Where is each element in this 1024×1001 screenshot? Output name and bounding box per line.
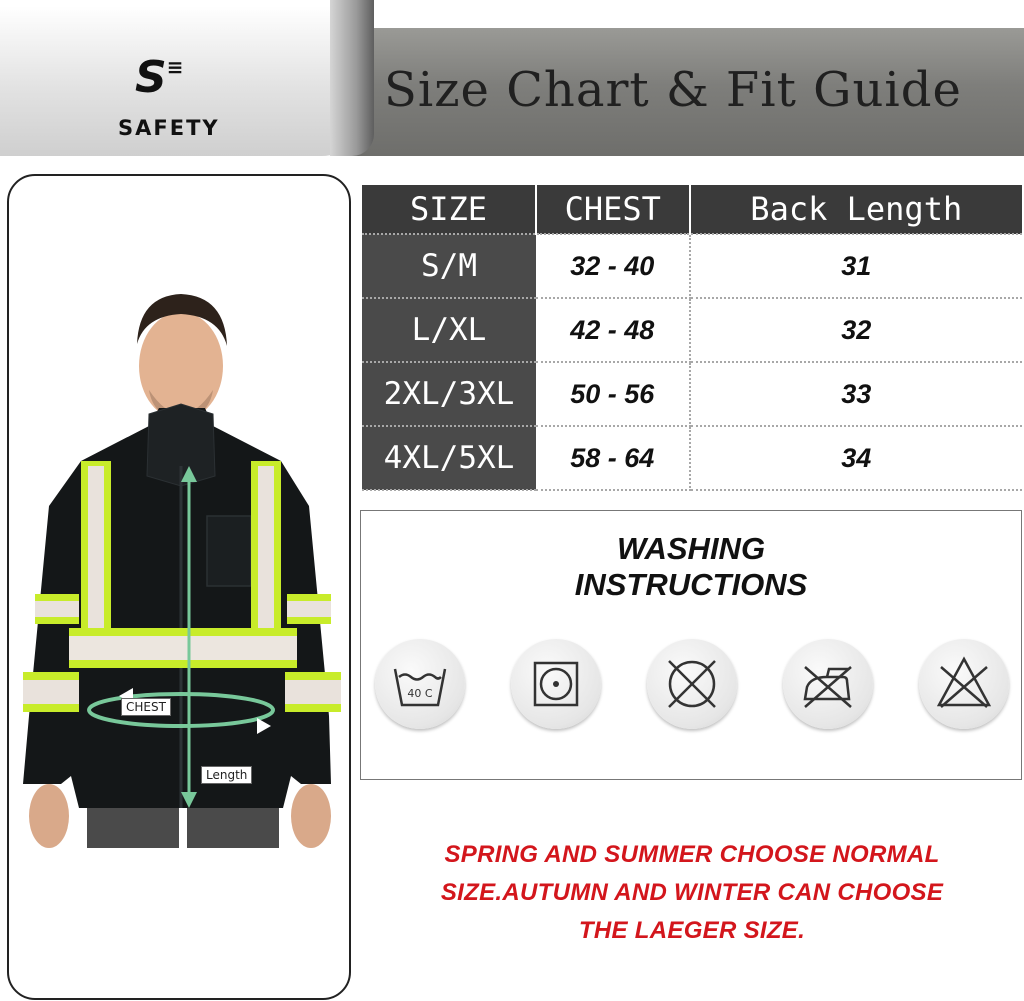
wash-40c-icon <box>375 639 465 729</box>
washing-title <box>361 531 1021 603</box>
column-header-back-length: Back Length <box>690 185 1022 234</box>
brand-logo-icon <box>135 52 184 103</box>
table-row <box>362 234 1022 298</box>
wash-temperature-label: 40 C <box>407 687 433 700</box>
table-header-row <box>362 185 1022 234</box>
column-header-chest: CHEST <box>536 185 690 234</box>
chest-cell: 42 - 48 <box>536 298 690 362</box>
size-cell: S/M <box>362 234 536 298</box>
washing-title-line2: INSTRUCTIONS <box>574 567 808 602</box>
size-cell: L/XL <box>362 298 536 362</box>
chest-cell: 50 - 56 <box>536 362 690 426</box>
season-size-note <box>378 836 1006 950</box>
length-label: Length <box>201 766 252 784</box>
do-not-dry-clean-icon <box>647 639 737 729</box>
back-length-cell: 31 <box>690 234 1022 298</box>
page-title: Size Chart & Fit Guide <box>384 62 962 118</box>
model-illustration <box>9 176 349 998</box>
back-length-cell: 32 <box>690 298 1022 362</box>
note-line2: SIZE.AUTUMN AND WINTER CAN CHOOSE <box>440 879 944 906</box>
table-row <box>362 298 1022 362</box>
size-chart-table <box>362 185 1022 491</box>
table-row <box>362 426 1022 490</box>
back-length-cell: 33 <box>690 362 1022 426</box>
brand-name: SAFETY <box>118 116 220 140</box>
chest-cell: 32 - 40 <box>536 234 690 298</box>
table-row <box>362 362 1022 426</box>
brand-mark-lines: ≡ <box>166 55 184 79</box>
washing-instructions-box <box>360 510 1022 780</box>
chest-label: CHEST <box>121 698 171 716</box>
title-banner <box>340 28 1024 156</box>
tumble-dry-icon <box>511 639 601 729</box>
model-panel <box>7 174 351 1000</box>
washing-title-line1: WASHING <box>616 531 766 566</box>
banner-curl <box>330 0 374 156</box>
chest-cell: 58 - 64 <box>536 426 690 490</box>
column-header-size: SIZE <box>362 185 536 234</box>
note-line3: THE LAEGER SIZE. <box>578 917 806 944</box>
back-length-cell: 34 <box>690 426 1022 490</box>
size-cell: 2XL/3XL <box>362 362 536 426</box>
do-not-iron-icon <box>783 639 873 729</box>
note-line1: SPRING AND SUMMER CHOOSE NORMAL <box>444 841 940 868</box>
size-cell: 4XL/5XL <box>362 426 536 490</box>
do-not-bleach-icon <box>919 639 1009 729</box>
brand-mark: S <box>135 52 167 103</box>
logo-banner <box>0 6 362 156</box>
